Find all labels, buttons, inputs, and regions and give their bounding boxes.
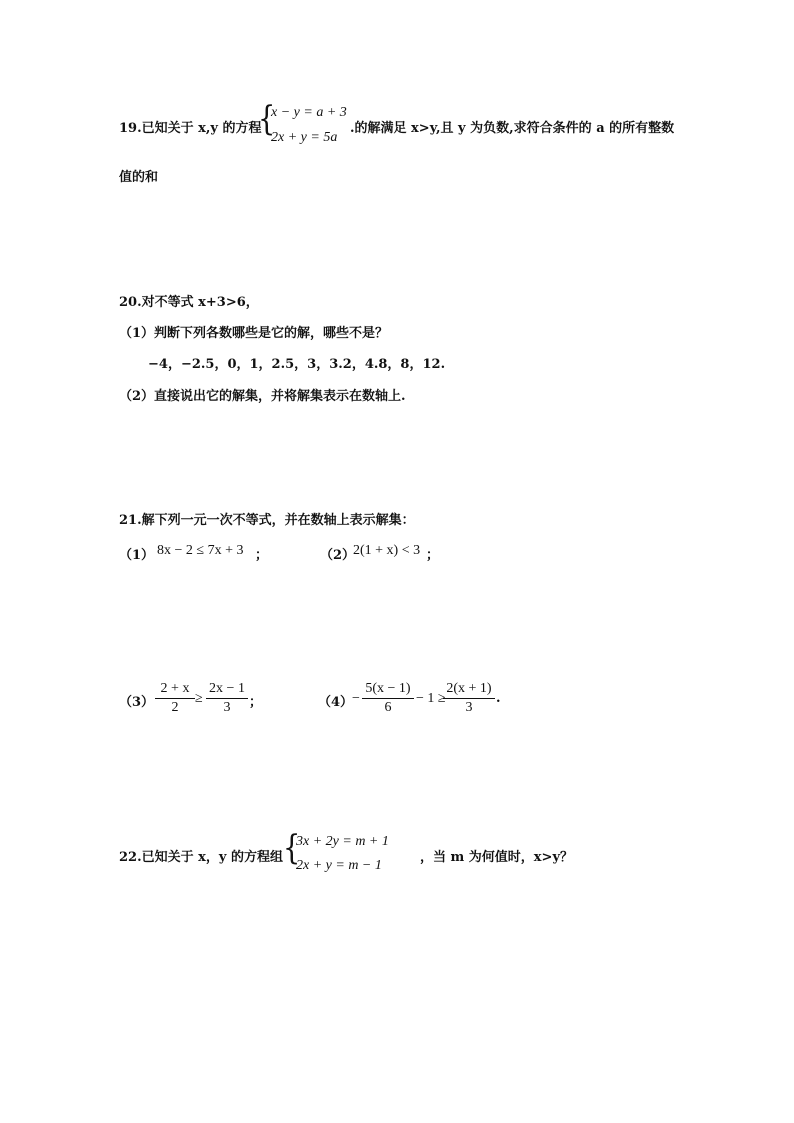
q21-p4-fraction-right bbox=[443, 681, 495, 716]
q21-p3-label: （3） bbox=[119, 695, 155, 710]
q21-p4-minus: − bbox=[352, 691, 360, 706]
q21-p4-den2: 3 bbox=[465, 700, 473, 715]
q22-prefix: 22.已知关于 x，y 的方程组 bbox=[119, 850, 283, 865]
q21-p4-num2: 2(x + 1) bbox=[446, 681, 492, 696]
q21-p3-fraction-left bbox=[155, 681, 195, 716]
q19-prefix: 19.已知关于 x,y 的方程 bbox=[119, 121, 262, 136]
q21-p1-label: （1） bbox=[119, 548, 155, 563]
q21-p3-fraction-right bbox=[206, 681, 248, 716]
q19-brace: { bbox=[258, 99, 276, 139]
q21-p4-end: . bbox=[496, 691, 501, 706]
q21-p1-expr: 8x − 2 ≤ 7x + 3 bbox=[157, 543, 244, 558]
q19-eq2: 2x + y = 5a bbox=[271, 130, 338, 145]
q22-suffix: ，当 m 为何值时，x>y？ bbox=[420, 850, 574, 865]
q20-part2: （2）直接说出它的解集，并将解集表示在数轴上. bbox=[119, 389, 406, 404]
q21-p4-den1: 6 bbox=[384, 700, 392, 715]
q21-p4-label: （4） bbox=[318, 695, 354, 710]
q22-brace: { bbox=[283, 828, 301, 868]
q21-p2-expr: 2(1 + x) < 3 bbox=[353, 543, 421, 558]
q21-p3-num1: 2 + x bbox=[160, 681, 190, 696]
q20-title: 20.对不等式 x+3>6， bbox=[119, 295, 259, 310]
q22-eq2: 2x + y = m − 1 bbox=[296, 858, 382, 873]
q21-p4-mid: − 1 ≥ bbox=[416, 691, 446, 706]
q21-p3-op: ≥ bbox=[195, 691, 203, 706]
q21-title: 21.解下列一元一次不等式，并在数轴上表示解集： bbox=[119, 513, 415, 528]
q21-p2-label: （2） bbox=[320, 548, 356, 563]
q20-part1: （1）判断下列各数哪些是它的解，哪些不是？ bbox=[119, 326, 389, 341]
q21-p4-num1: 5(x − 1) bbox=[365, 681, 411, 696]
q21-p2-end: ； bbox=[426, 548, 440, 563]
q21-p4-fraction-left bbox=[362, 681, 414, 716]
q22-eq1: 3x + 2y = m + 1 bbox=[296, 834, 389, 849]
q19-suffix: .的解满足 x>y,且 y 为负数,求符合条件的 a 的所有整数 bbox=[350, 121, 675, 136]
q20-numbers: −4，−2.5，0，1，2.5，3，3.2，4.8，8，12. bbox=[148, 357, 446, 372]
q21-p3-num2: 2x − 1 bbox=[209, 681, 245, 696]
q21-p3-den1: 2 bbox=[171, 700, 179, 715]
q21-p1-end: ； bbox=[255, 548, 269, 563]
q19-eq1: x − y = a + 3 bbox=[271, 105, 347, 120]
q21-p3-end: ； bbox=[249, 695, 263, 710]
q21-p3-den2: 3 bbox=[223, 700, 231, 715]
q19-line2: 值的和 bbox=[119, 170, 159, 185]
